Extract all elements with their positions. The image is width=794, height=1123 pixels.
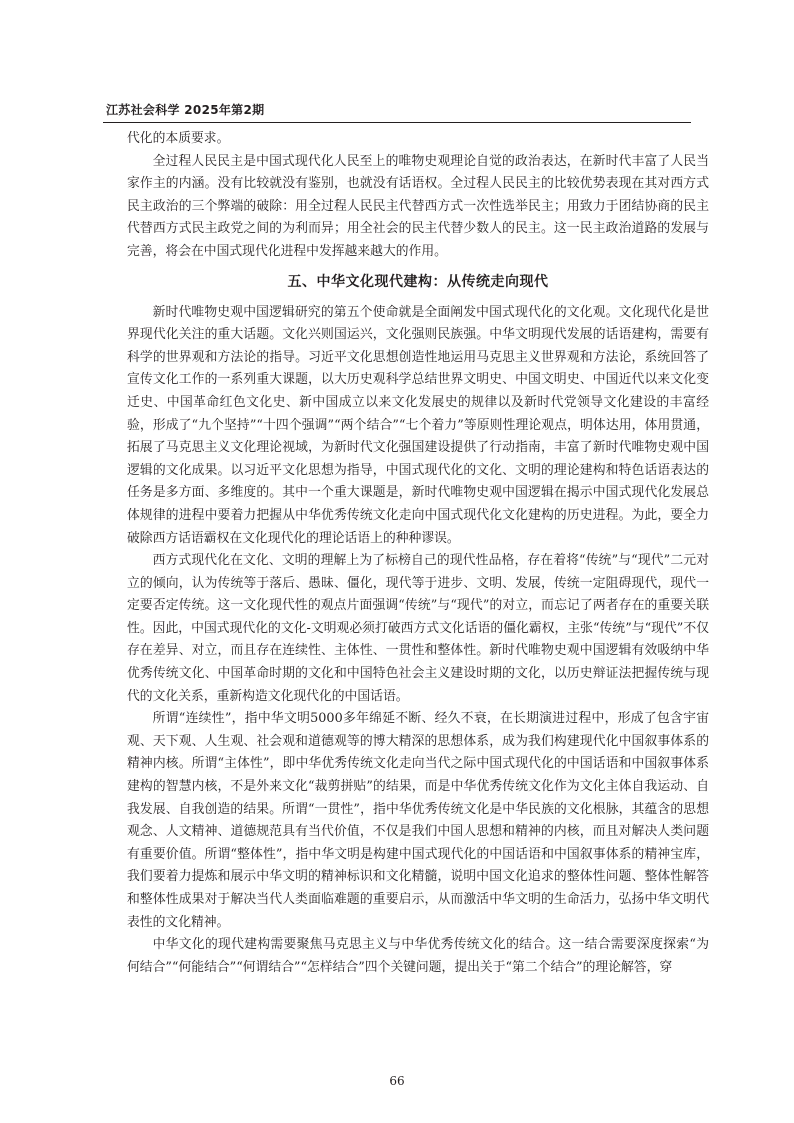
running-header: [103, 102, 691, 123]
paragraph: 中华文化的现代建构需要聚焦马克思主义与中华优秀传统文化的结合。这一结合需要深度探索“为何结合”“何能结合”“何谓结合”“怎样结合”四个关键问题，提出关于“第二个结合”的理论解答，穿: [127, 937, 709, 975]
journal-issue-label: 江苏社会科学 2025年第2期: [106, 103, 265, 117]
paragraph: 所谓“连续性”，指中华文明5000多年绵延不断、经久不衰，在长期演进过程中，形成了包含宇宙观、天下观、人生观、社会观和道德观等的博大精深的思想体系，成为我们构建现代化中国叙事体系的精神内核。所谓“主体性”，即中华优秀传统文化走向当代之际中国式现代化的中国话语和中国叙事体系建构的智慧内核，不是外来文化“裁剪拼贴”的结果，而是中华优秀传统文化作为文化主体自我运动、自我发展、自我创造的结果。所谓“一贯性”，指中华优秀传统文化是中华民族的文化根脉，其蕴含的思想观念、人文精神、道德规范具有当代价值，不仅是我们中国人思想和精神的内核，而且对解决人类问题有重要价值。所谓“整体性”，指中华文明是构建中国式现代化的中国话语和中国叙事体系的精神宝库，我们要着力提炼和展示中华文明的精神标识和文化精髓，说明中国文化追求的整体性问题、整体性解答和整体性成果对于解决当代人类面临难题的重要启示，从而激活中华文明的生命活力，弘扬中华文明代表性的文化精神。: [127, 711, 709, 930]
page-number: 66: [389, 1074, 405, 1088]
paragraph: 全过程人民民主是中国式现代化人民至上的唯物史观理论自觉的政治表达，在新时代丰富了人民当家作主的内涵。没有比较就没有鉴别，也就没有话语权。全过程人民民主的比较优势表现在其对西方式民主政治的三个弊端的破除：用全过程人民民主代替西方式一次性选举民主；用致力于团结协商的民主代替西方式民主政党之间的为利而异；用全社会的民主代替少数人的民主。这一民主政治道路的发展与完善，将会在中国式现代化进程中发挥越来越大的作用。: [127, 153, 709, 259]
paragraph-continuation: 代化的本质要求。: [127, 131, 230, 146]
paragraph: 西方式现代化在文化、文明的理解上为了标榜自己的现代性品格，存在着将“传统”与“现代”二元对立的倾向，认为传统等于落后、愚昧、僵化，现代等于进步、文明、发展，传统一定阻碍现代，现代一定要否定传统。这一文化现代性的观点片面强调“传统”与“现代”的对立，而忘记了两者存在的重要关联性。因此，中国式现代化的文化-文明观必须打破西方式文化话语的僵化霸权，主张“传统”与“现代”不仅存在差异、对立，而且存在连续性、主体性、一贯性和整体性。新时代唯物史观中国逻辑有效吸纳中华优秀传统文化、中国革命时期的文化和中国特色社会主义建设时期的文化，以历史辩证法把握传统与现代的文化关系，重新构造文化现代化的中国话语。: [127, 553, 709, 704]
section-heading: 五、中华文化现代建构：从传统走向现代: [287, 273, 549, 290]
article-body: [127, 128, 709, 979]
paragraph: 新时代唯物史观中国逻辑研究的第五个使命就是全面阐发中国式现代化的文化观。文化现代化是世界现代化关注的重大话题。文化兴则国运兴，文化强则民族强。中华文明现代发展的话语建构，需要有科学的世界观和方法论的指导。习近平文化思想创造性地运用马克思主义世界观和方法论，系统回答了宣传文化工作的一系列重大课题，以大历史观科学总结世界文明史、中国文明史、中国近代以来文化变迁史、中国革命红色文化史、新中国成立以来文化发展史的规律以及新时代党领导文化建设的丰富经验，形成了“九个坚持”“十四个强调”“两个结合”“七个着力”等原则性理论观点，明体达用，体用贯通，拓展了马克思主义文化理论视域，为新时代文化强国建设提供了行动指南，丰富了新时代唯物史观中国逻辑的文化成果。以习近平文化思想为指导，中国式现代化的文化、文明的理论建构和特色话语表达的任务是多方面、多维度的。其中一个重大课题是，新时代唯物史观中国逻辑在揭示中国式现代化发展总体规律的进程中要着力把握从中华优秀传统文化走向中国式现代化文化建构的历史进程。为此，要全力破除西方话语霸权在文化现代化的理论话语上的种种谬误。: [127, 304, 709, 546]
